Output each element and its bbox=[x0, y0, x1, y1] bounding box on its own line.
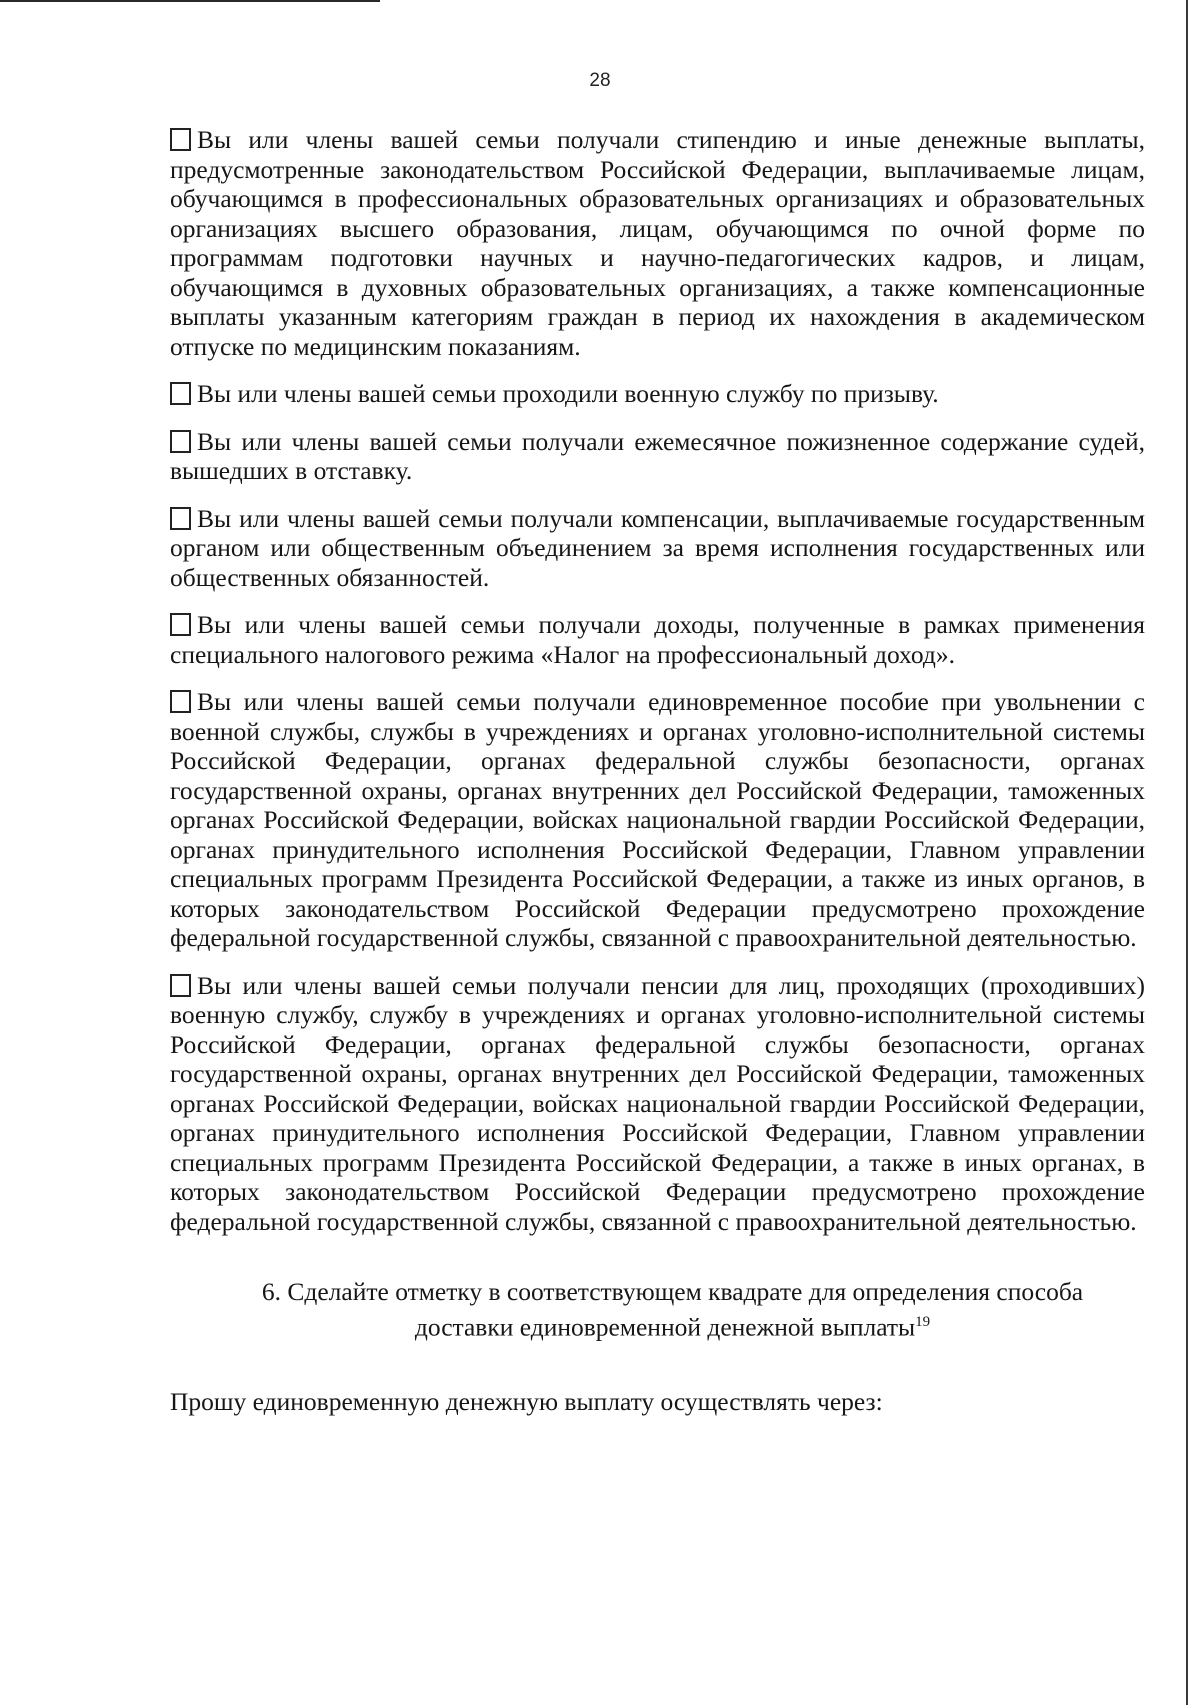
checkbox-label: Вы или члены вашей семьи получали единовременное пособие при увольнении с военной службы, службы в учреждениях и органах уголовно-исполнительной системы Российской Федерации, органах федеральной службы безопасности, органах государственной охраны, органах внутренних дел Российской Федерации, таможенных органах Российской Федерации, войсках национальной гвардии Российской Федерации, органах принудительного исполнения Российской Федерации, Главном управлении специальных программ Президента Российской Федерации, а также из иных органов, в которых законодательством Российской Федерации предусмотрено прохождение федеральной государственной службы, связанной с правоохранительной деятельностью. bbox=[170, 687, 1145, 952]
checkbox-item-duty-compensation bbox=[170, 504, 1145, 593]
scan-edge-top bbox=[0, 0, 380, 2]
checkbox-label: Вы или члены вашей семьи проходили военную службу по призыву. bbox=[197, 379, 939, 408]
section-heading bbox=[170, 1276, 1145, 1343]
checkbox-label: Вы или члены вашей семьи получали пенсии для лиц, проходящих (проходивших) военную службу, службу в учреждениях и органах уголовно-исполнительной системы Российской Федерации, органах федеральной службы безопасности, органах государственной охраны, органах внутренних дел Российской Федерации, таможенных органах Российской Федерации, войсках национальной гвардии Российской Федерации, органах принудительного исполнения Российской Федерации, Главном управлении специальных программ Президента Российской Федерации, а также в иных органах, в которых законодательством Российской Федерации предусмотрено прохождение федеральной государственной службы, связанной с правоохранительной деятельностью. bbox=[170, 970, 1145, 1236]
section-heading-line2: доставки единовременной денежной выплаты bbox=[414, 1312, 916, 1342]
page-number: 28 bbox=[589, 70, 611, 91]
checkbox-item-discharge-allowance bbox=[170, 687, 1145, 953]
checkbox-item-professional-income-tax bbox=[170, 610, 1145, 669]
checkbox-label: Вы или члены вашей семьи получали стипендию и иные денежные выплаты, предусмотренные законодательством Российской Федерации, выплачиваемые лицам, обучающимся в профессиональных образовательных организациях и образовательных организациях высшего образования, лицам, обучающимся по очной форме по программам подготовки научных и научно-педагогических кадров, и лицам, обучающимся в духовных образовательных организациях, а также компенсационные выплаты указанным категориям граждан в период их нахождения в академическом отпуске по медицинским показаниям. bbox=[170, 125, 1145, 361]
request-line: Прошу единовременную денежную выплату осуществлять через: bbox=[170, 1386, 883, 1416]
checkbox-judge-allowance[interactable] bbox=[170, 430, 191, 453]
checkbox-discharge-allowance[interactable] bbox=[170, 690, 191, 713]
checkbox-item-scholarship bbox=[170, 125, 1145, 361]
checkbox-item-service-pension bbox=[170, 971, 1145, 1237]
checkbox-professional-income-tax[interactable] bbox=[170, 613, 191, 636]
form-content bbox=[170, 125, 1145, 1417]
section-heading-line1: 6. Сделайте отметку в соответствующем квадрате для определения способа bbox=[261, 1277, 1084, 1306]
checkbox-duty-compensation[interactable] bbox=[170, 507, 191, 530]
scan-edge-right bbox=[1186, 0, 1188, 1705]
checkbox-label: Вы или члены вашей семьи получали ежемесячное пожизненное содержание судей, вышедших в отставку. bbox=[170, 426, 1145, 485]
checkbox-label: Вы или члены вашей семьи получали компенсации, выплачиваемые государственным органом или общественным объединением за время исполнения государственных или общественных обязанностей. bbox=[170, 503, 1145, 592]
checkbox-label: Вы или члены вашей семьи получали доходы, полученные в рамках применения специального налогового режима «Налог на профессиональный доход». bbox=[170, 610, 1145, 669]
checkbox-item-military-conscription bbox=[170, 379, 1145, 409]
footnote-ref[interactable]: 19 bbox=[915, 1314, 931, 1330]
checkbox-item-judge-allowance bbox=[170, 427, 1145, 486]
checkbox-military-conscription[interactable] bbox=[170, 382, 191, 405]
checkbox-service-pension[interactable] bbox=[170, 974, 191, 997]
checkbox-scholarship[interactable] bbox=[170, 128, 191, 151]
